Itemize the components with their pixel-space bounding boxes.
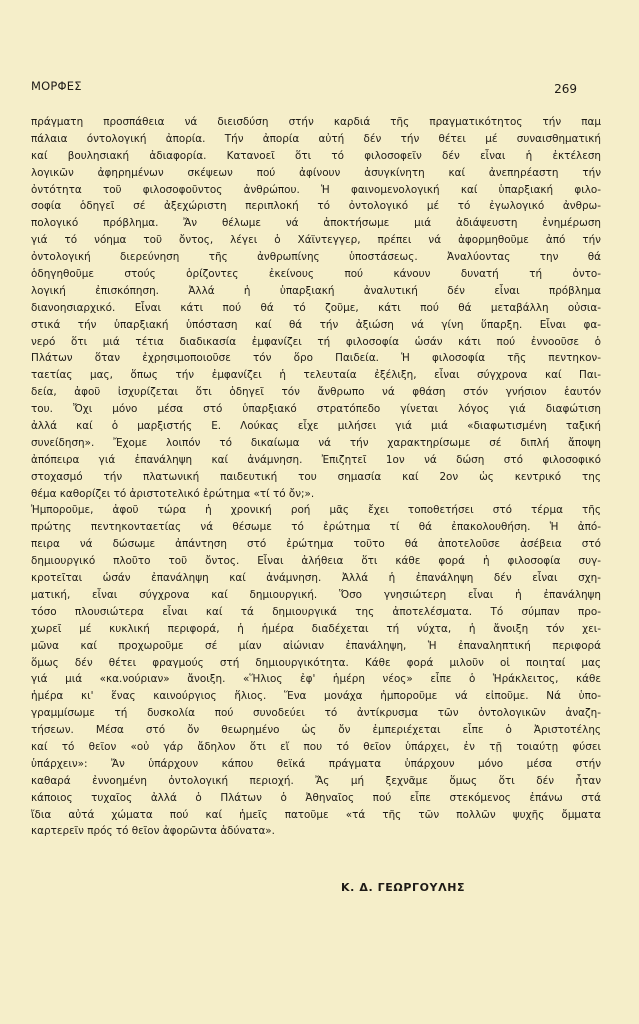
text-line: πρώτης πεντηκονταετίας νά θέσωμε τό ἐρώτημα τί θά ἐπακολουθήση. Ἡ ἀπό- [31, 521, 601, 534]
text-line: ὅμως δέν θέτει φραγμούς στή δημιουργικότητα. Κάθε φορά μιλοῦν οἱ ποιηταί μας [31, 656, 601, 669]
text-line: πειρα νά δώσωμε ἀπάντηση στό ἐρώτημα τοῦτο θά ἀποτελοῦσε ἀσέβεια στό [31, 538, 601, 551]
author-signature: Κ. Δ. ΓΕΩΡΓΟΥΛΗΣ [341, 881, 466, 894]
text-line: δημιουργικό πλοῦτο τοῦ ὄντος. Εἶναι ἀλήθεια ὅτι κάθε φορά ἡ φιλοσοφία συγ- [31, 555, 601, 568]
article-body [31, 114, 601, 840]
text-line: γιά μιά «κα.νούριαν» ἄνοιξη. «Ἥλιος ἐφ' ἡμέρη νέος» εἶπε ὁ Ἡράκλειτος, κάθε [31, 673, 601, 686]
text-line: καθαρά ἐννοημένη ὀντολογική περιοχή. Ἄς μή ξεχνᾶμε ὅμως ὅτι δέν ἦταν [31, 774, 601, 787]
text-line: του. Ὄχι μόνο μέσα στό ὑπαρξιακό στρατόπεδο γίνεται λόγος γιά διαφώτιση [31, 403, 601, 416]
page-number: 269 [554, 82, 577, 96]
text-line: τήσεων. Μέσα στό ὄν θεωρημένο ὡς ὄν ἐμπεριέχεται εἶπε ὁ Ἀριστοτέλης [31, 724, 601, 737]
running-head: ΜΟΡΦΕΣ [31, 79, 82, 93]
text-line: σοφία ὁδηγεῖ σέ ἀξεχώριστη περιπλοκή τό ὀντολογικό μέ τό ἐγωλογικό ἀνθρω- [31, 200, 601, 213]
paragraph [31, 114, 601, 502]
text-line: ἴδια αὐτά χώματα πού καί ἡμεῖς πατοῦμε «τά τῆς τῶν πολλῶν ψυχῆς ὄμματα [31, 808, 601, 821]
text-line: κροτεῖται ὡσάν ἐπανάληψη καί ἀνάμνηση. Ἀλλά ἡ ἐπανάληψη δέν εἶναι σχη- [31, 572, 601, 585]
text-line: χωρεῖ μέ κυκλική περιφορά, ἡ ἡμέρα διαδέχεται τή νύχτα, ἡ ἄνοιξη τόν χει- [31, 622, 601, 635]
text-line: λογική ἐπισκόπηση. Ἀλλά ἡ ὑπαρξιακή ἀναλυτική δέν εἶναι πρόβλημα [31, 284, 601, 297]
text-line: ὁδηγηθοῦμε στούς ὁρίζοντες ἐκείνους πού κάνουν δυνατή τή ὀντο- [31, 268, 601, 281]
text-line: λογικῶν ἀφηρημένων σκέψεων πού ἀφίνουν ἀσυγκίνητη καί ἀνεπηρέαστη τήν [31, 166, 601, 179]
paragraph [31, 502, 601, 840]
text-line: ὀντολογική διερεύνηση τῆς ἀνθρωπίνης ὑποστάσεως. Ἀναλύοντας την θά [31, 251, 601, 264]
text-line: καί βουλησιακή ἀδιαφορία. Κατανοεῖ ὅτι τό φιλοσοφεῖν δέν εἶναι ἡ ἐκτέλεση [31, 149, 601, 162]
text-line: πράγματη προσπάθεια νά διεισδύση στήν καρδιά τῆς πραγματικότητος τήν παμ [31, 116, 601, 128]
text-line: πάλαια όντολογική ἀπορία. Τήν ἀπορία αὐτή δέν τήν θέτει μέ συναισθηματική [31, 132, 601, 145]
text-line: γιά τό νόημα τοῦ ὄντος, λέγει ὁ Χάϊντεγγερ, πρέπει νά ἀφορμηθοῦμε ἀπό τήν [31, 234, 601, 247]
text-line: Ἠμποροῦμε, ἀφοῦ τώρα ἡ χρονική ροή μᾶς ἔχει τοποθετήσει στό τέρμα τῆς [31, 504, 601, 517]
text-line: στικά τήν ὑπαρξιακή ὑπόσταση καί θά τήν ἀξιώση νά γίνη ὕπαρξη. Εἶναι φα- [31, 318, 601, 331]
text-line: καρτερεῖν πρός τό θεῖον ἀφορῶντα ἀδύνατα». [31, 825, 275, 838]
text-line: μῶνα καί προχωροῦμε σέ μίαν αἰώνιαν ἐπανάληψη, Ἡ ἐπαναληπτική περιφορά [31, 639, 601, 652]
text-line: στοχασμό τήν πλατωνική παιδευτική του σημασία καί 2ον ὡς κεντρικό της [31, 470, 601, 483]
text-line: ὀντότητα τοῦ φιλοσοφοῦντος ἀνθρώπου. Ἡ φαινομενολογική καί ὑπαρξιακή φιλο- [31, 183, 601, 196]
text-line: διανοησιαρχικό. Εἶναι κάτι πού θά τό ζοῦμε, κάτι πού θά μεταβάλλη οὐσια- [31, 301, 601, 314]
text-line: πολογικό πρόβλημα. Ἄν θέλωμε νά ἀποκτήσωμε μιά ἀδιάψευστη ἐνημέρωση [31, 217, 601, 230]
text-line: ὑπάρχειν»: Ἄν ὑπάρχουν κάπου θεϊκά πράγματα ὑπάρχουν μόνο μέσα στήν [31, 757, 601, 770]
text-line: ἀλλά καί ὁ μαρξιστής Ε. Λούκας εἶχε μιλήσει γιά μιά «διαφωτισμένη ταξική [31, 420, 601, 433]
text-line: κάποιος τυχαῖος ἀλλά ὁ Πλάτων ὁ Ἀθηναῖος πού εἶπε στεκόμενος ἐπάνω στά [31, 791, 601, 804]
text-line: δεία, ἀφοῦ ἰσχυρίζεται ὅτι ὁδηγεῖ τόν ἄνθρωπο νά φθάση στόν γνήσιον ἑαυτόν [31, 386, 601, 399]
text-line: ἀπόπειρα γιά ἐπανάληψη καί ἀνάμνηση. Ἐπιζητεῖ 1ον νά δώση στό φιλοσοφικό [31, 453, 601, 466]
text-line: ταετίας μας, ὅπως τήν ἐμφανίζει ἡ τελευταία ἐξέλιξη, εἶναι σύγχρονα καί Παι- [31, 369, 601, 382]
text-line: ματική, εἶναι σύγχρονα καί δημιουργική. Ὅσο γνησιώτερη εἶναι ἡ ἐπανάληψη [31, 588, 601, 601]
text-line: νερό ὅτι μιά τέτια διαδικασία ἐμφανίζει τή φιλοσοφία ὡσάν κάτι πού ἐννοοῦσε ὁ [31, 335, 601, 348]
text-line: γραμμίσωμε τή δυσκολία πού συνοδεύει τό ἀντίκρυσμα τῶν ὀντολογικῶν ἀναζη- [31, 707, 601, 720]
text-line: καί τό θεῖον «οὐ γάρ ἄδηλον ὅτι εἴ που τό θεῖον ὑπάρχει, ἐν τῇ τοιαύτῃ φύσει [31, 740, 601, 753]
text-line: τόσο πλουσιώτερα εἶναι καί τά δημιουργικά της ἀποτελέσματα. Τό σύμπαν προ- [31, 605, 601, 618]
text-line: θέμα καθορίζει τό ἀριστοτελικό ἐρώτημα «τί τό ὄν;». [31, 487, 315, 500]
text-line: συνείδηση». Ἔχομε λοιπόν τό δικαίωμα νά τήν χαρακτηρίσωμε σέ διπλή ἄποψη [31, 436, 601, 449]
page-header [31, 79, 577, 97]
text-line: Πλάτων ὅταν ἐχρησιμοποιοῦσε τόν ὅρο Παιδεία. Ἡ φιλοσοφία τῆς πεντηκον- [31, 352, 601, 365]
text-line: ἡμέρα κι' ἕνας καινούργιος ἥλιος. Ἕνα μονάχα ἠμποροῦμε νά εἰποῦμε. Νά ὑπο- [31, 690, 601, 703]
